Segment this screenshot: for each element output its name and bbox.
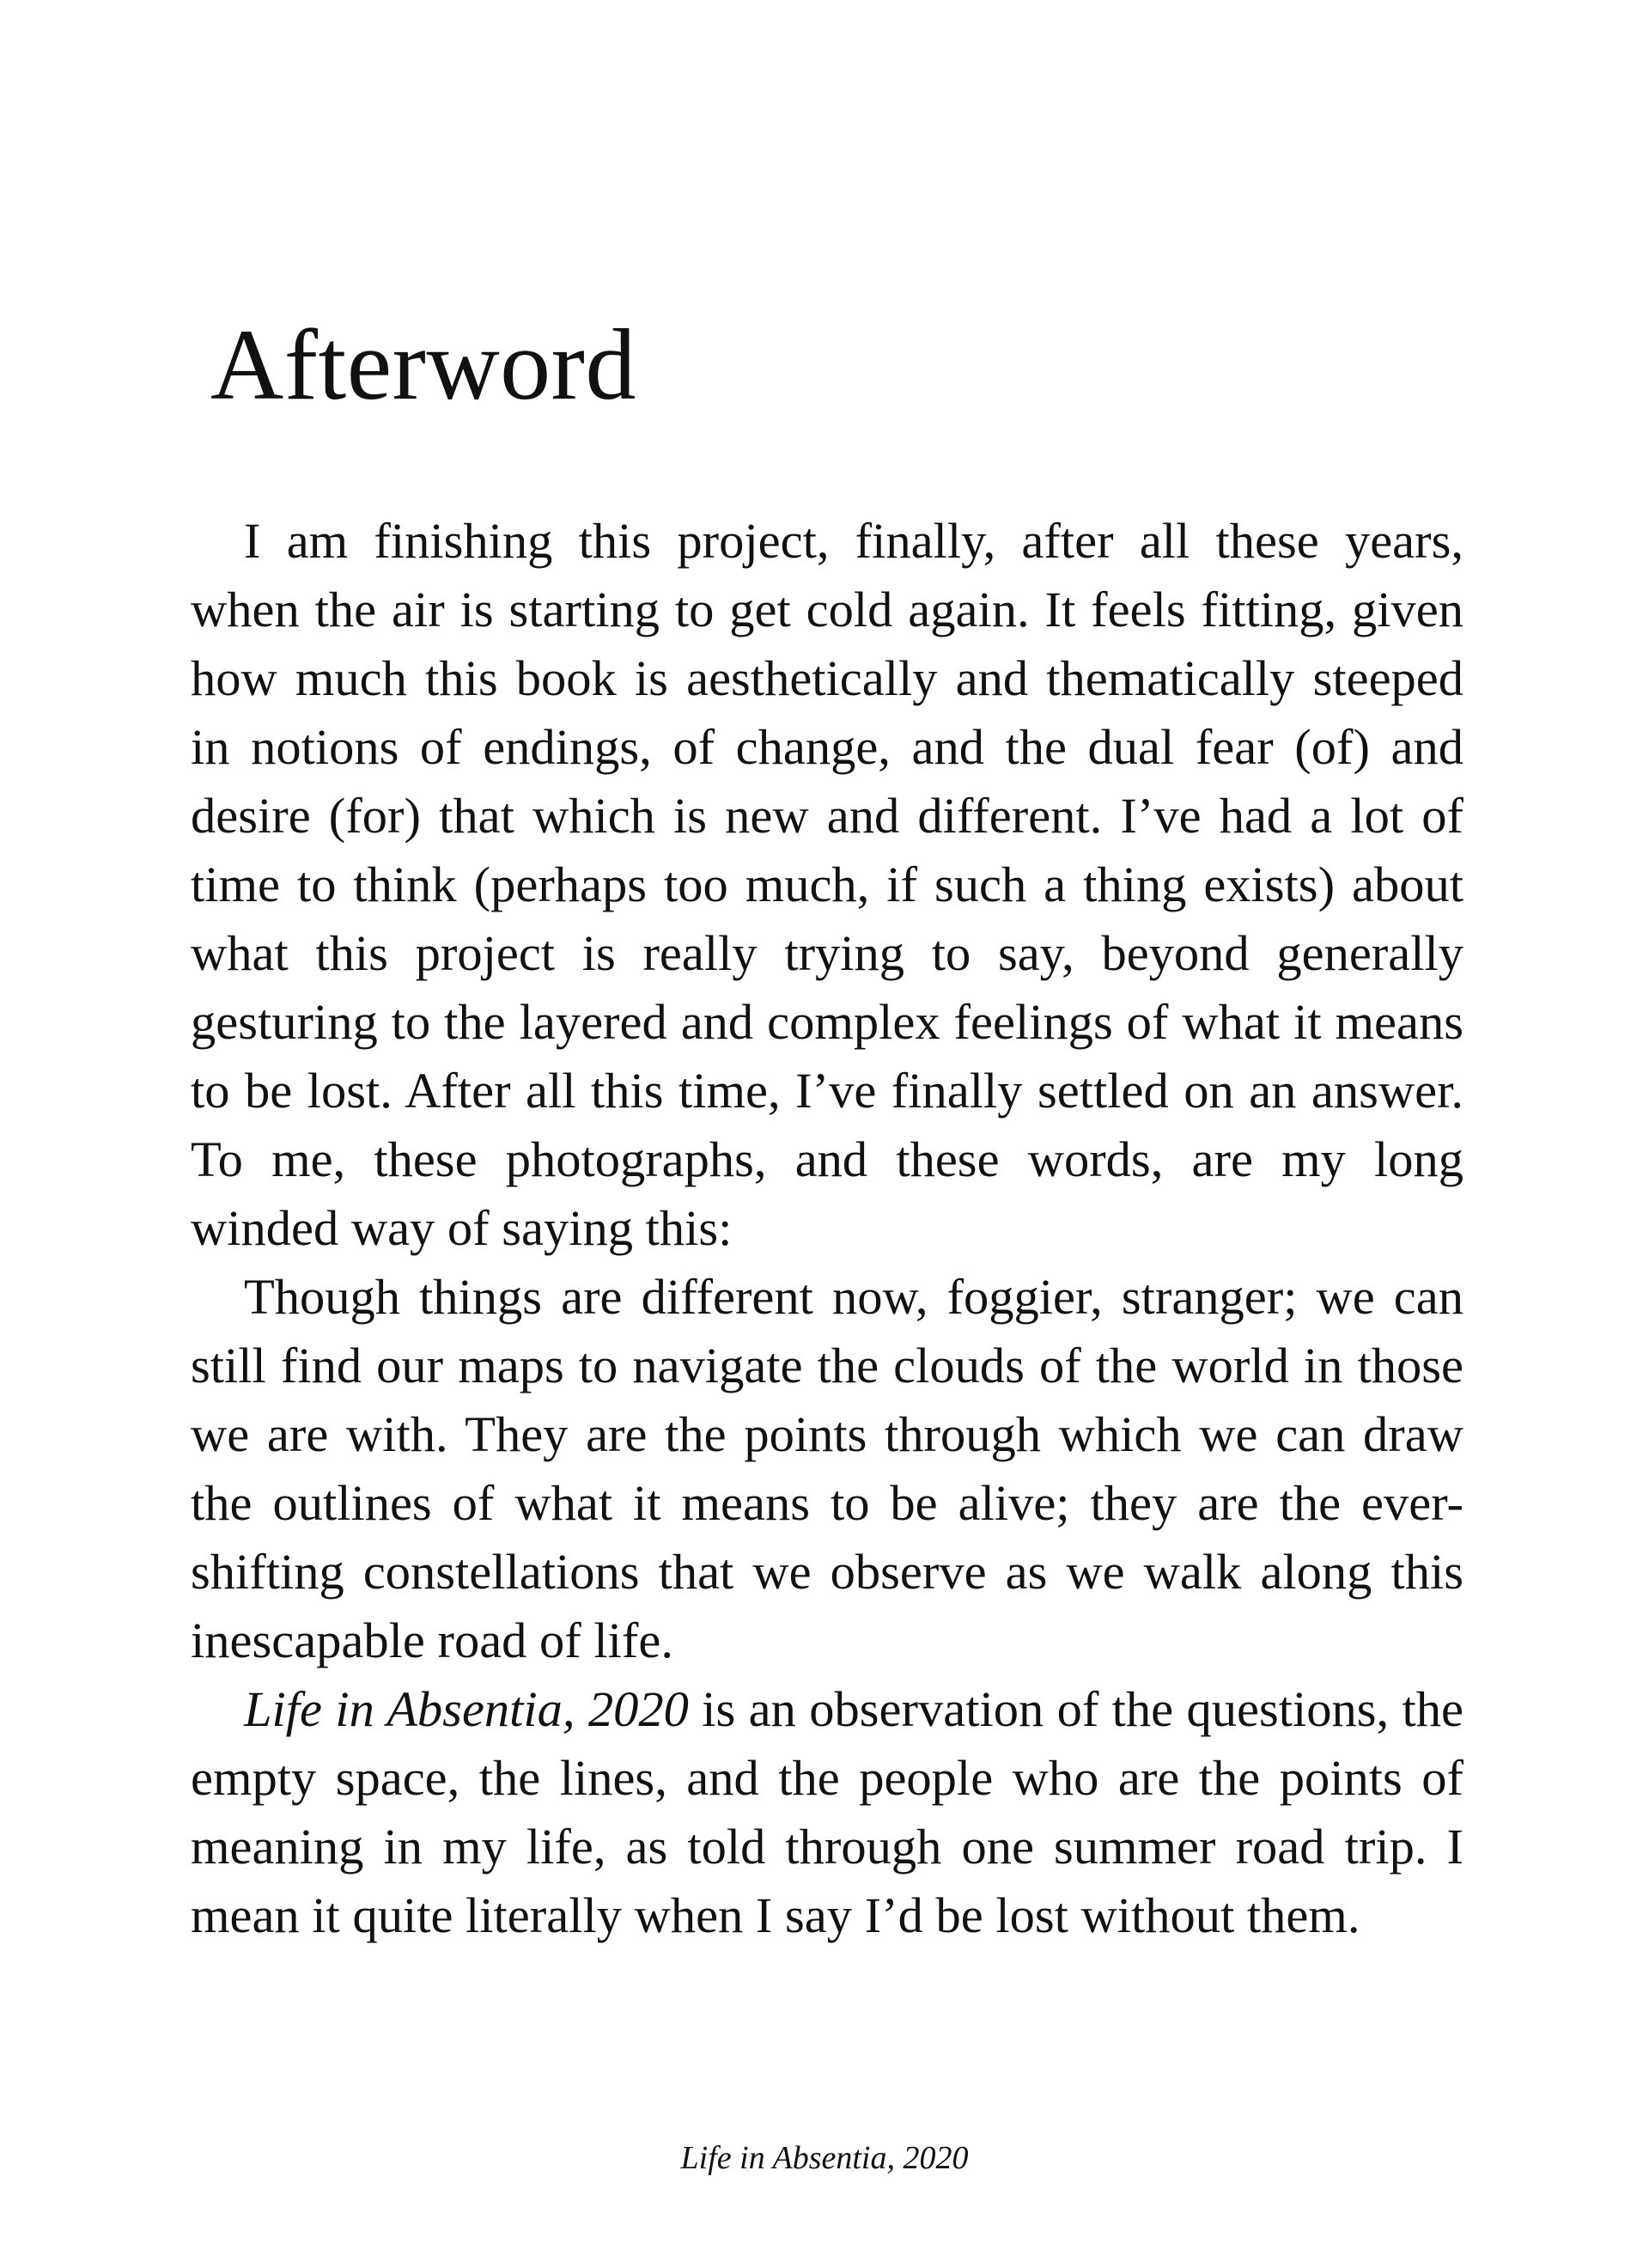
paragraph-2 bbox=[191, 1263, 1463, 1675]
running-footer: Life in Absentia, 2020 bbox=[680, 2140, 969, 2176]
paragraph-1-text: I am finishing this project, finally, after all these years, when the air is starting to get cold again. It feels fitting, given how much this book is aesthetically and thematically steeped in notions of endings, of change, and the dual fear (of) and desire (for) that which is new and different. I’ve had a lot of time to think (perhaps too much, if such a thing exists) about what this project is really trying to say, beyond generally gesturing to the layered and complex feelings of what it means to be lost. After all this time, I’ve finally settled on an answer. To me, these photographs, and these words, are my long winded way of saying this: bbox=[191, 513, 1463, 1256]
afterword-body bbox=[191, 507, 1463, 1950]
paragraph-1 bbox=[191, 507, 1463, 1263]
page-title: Afterword bbox=[210, 308, 636, 421]
paragraph-3-italic-title: Life in Absentia, 2020 bbox=[244, 1681, 689, 1737]
paragraph-2-text: Though things are different now, foggier, stranger; we can still find our maps to navigate the clouds of the world in those we are with. They are the points through which we can draw the outlines of what it means to be alive; they are the ever-shifting constellations that we observe as we walk along this inescapable road of life. bbox=[191, 1269, 1463, 1668]
paragraph-3 bbox=[191, 1675, 1463, 1950]
paragraph-3-text: is an observation of the questions, the empty space, the lines, and the people who are the points of meaning in my life, as told through one summer road trip. I mean it quite literally when I say I’d be lost without them. bbox=[191, 1681, 1463, 1943]
